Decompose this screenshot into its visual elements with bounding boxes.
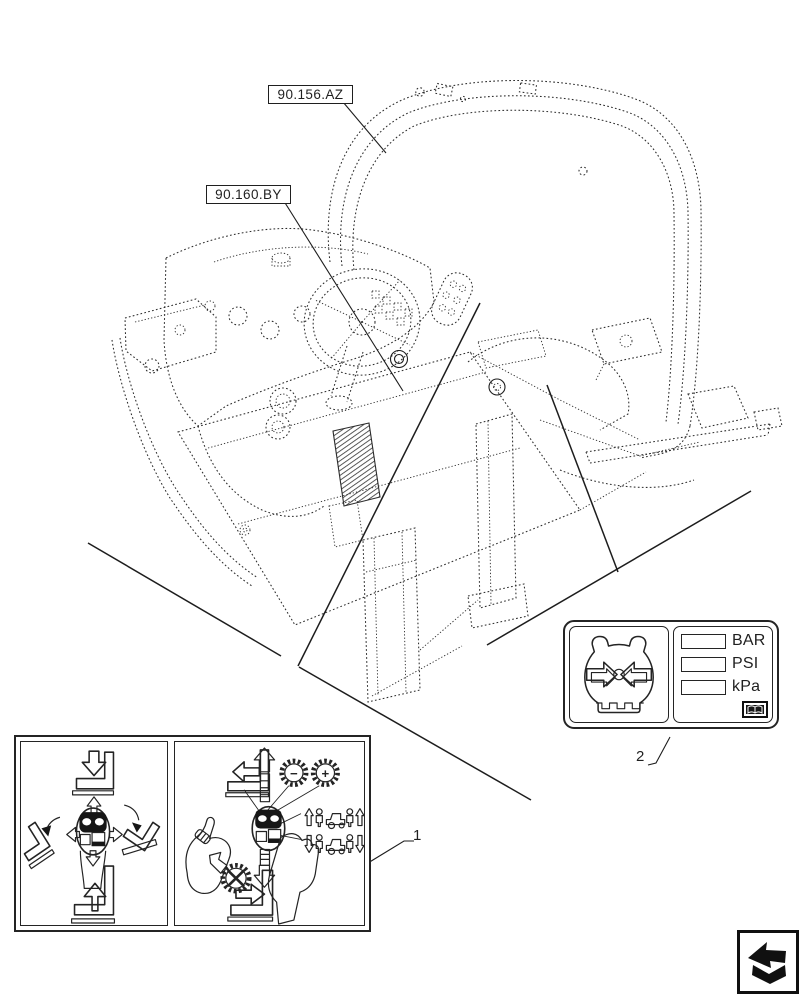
joystick-decal-right-panel [174,741,365,926]
bar-label: BAR [732,632,766,649]
ref-link-90-160-BY[interactable]: 90.160.BY [206,185,291,204]
loader-post-sketch [363,414,528,702]
pressure-row-psi [681,656,772,672]
return-arrow-icon [743,936,793,988]
return-navigation-button[interactable] [737,930,799,994]
gear-plus-icon [313,761,337,785]
floor-plate-sketch [178,352,646,625]
gear-disengage-icon [223,865,249,891]
psi-value-box [681,657,726,672]
loader-arm-lower-icon [73,751,114,795]
ref-link-90-156-AZ[interactable]: 90.156.AZ [268,85,353,104]
kpa-value-box [681,680,726,695]
rops-frame-sketch [328,81,782,488]
pressure-values-box [673,626,773,723]
console-sketch [145,228,434,516]
gear-minus-icon [282,761,306,785]
speed-increase-icon [305,809,364,829]
tire-pressure-decal [563,620,779,729]
bucket-tilt-icon [21,817,60,868]
svg-text:−: − [290,765,298,781]
kpa-label: kPa [732,678,761,695]
callout-2[interactable]: 2 [636,748,645,765]
pressure-row-kpa [681,679,772,695]
leader-lines [244,786,319,840]
psi-label: PSI [732,655,759,672]
pedal-sketch [329,423,380,547]
operator-manual-icon [742,701,768,718]
loader-arm-raise-icon [72,866,115,923]
bar-value-box [681,634,726,649]
left-fender-sketch [112,299,258,586]
switch-cluster-sketch [372,291,412,325]
svg-text:+: + [321,765,330,781]
callout-1[interactable]: 1 [413,827,422,844]
joystick-operation-decal [14,735,371,932]
tire-pressure-icon [569,626,669,723]
joystick-decal-left-panel [20,741,168,926]
pressure-row-bar [681,633,772,649]
steering-wheel-sketch [296,260,477,410]
bucket-dump-icon [122,805,159,855]
seat-support-sketch [468,318,700,456]
